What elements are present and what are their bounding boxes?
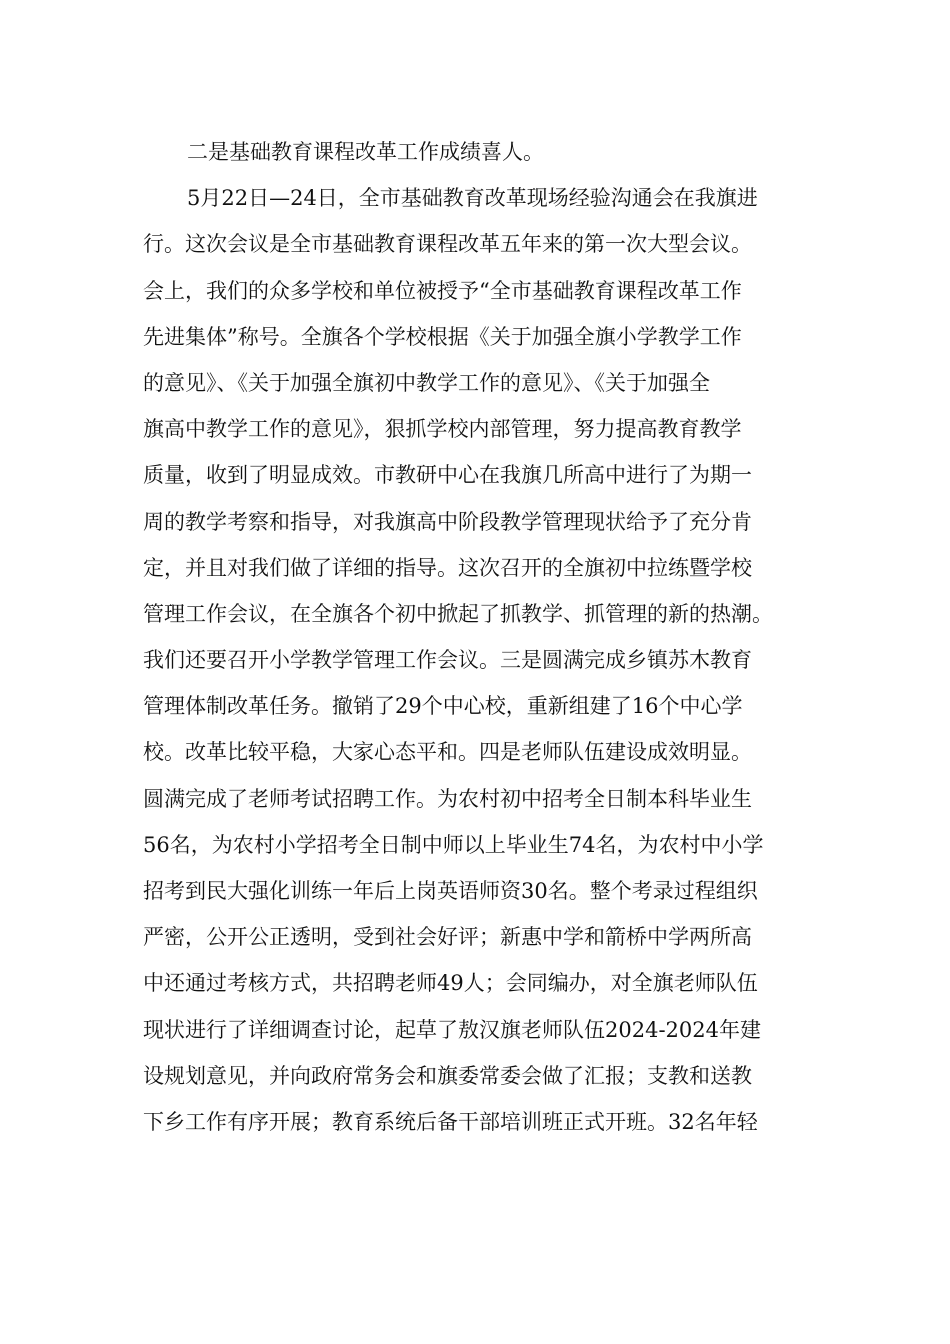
text-line: 56名，为农村小学招考全日制中师以上毕业生74名，为农村中小学 xyxy=(143,832,764,857)
body-text xyxy=(143,129,823,1145)
text-line: 现状进行了详细调查讨论，起草了敖汉旗老师队伍2024-2024年建 xyxy=(143,1017,761,1042)
text-line: 质量，收到了明显成效。市教研中心在我旗几所高中进行了为期一 xyxy=(143,463,752,488)
text-line: 我们还要召开小学教学管理工作会议。三是圆满完成乡镇苏木教育 xyxy=(143,648,752,673)
text-line: 会上，我们的众多学校和单位被授予“全市基础教育课程改革工作 xyxy=(143,278,742,303)
text-line: 校。改革比较平稳，大家心态平和。四是老师队伍建设成效明显。 xyxy=(143,740,752,765)
text-line: 周的教学考察和指导，对我旗高中阶段教学管理现状给予了充分肯 xyxy=(143,509,752,534)
text-line: 旗高中教学工作的意见》，狠抓学校内部管理，努力提高教育教学 xyxy=(143,417,742,442)
text-line: 中还通过考核方式，共招聘老师49人；会同编办，对全旗老师队伍 xyxy=(143,971,758,996)
text-line: 行。这次会议是全市基础教育课程改革五年来的第一次大型会议。 xyxy=(143,232,752,257)
text-line: 的意见》、《关于加强全旗初中教学工作的意见》、《关于加强全 xyxy=(143,370,710,395)
text-line: 定，并且对我们做了详细的指导。这次召开的全旗初中拉练暨学校 xyxy=(143,555,752,580)
text-line: 下乡工作有序开展；教育系统后备干部培训班正式开班。32名年轻 xyxy=(143,1109,758,1134)
text-line: 管理工作会议，在全旗各个初中掀起了抓教学、抓管理的新的热潮。 xyxy=(143,601,773,626)
text-line: 严密，公开公正透明，受到社会好评；新惠中学和箭桥中学两所高 xyxy=(143,925,752,950)
text-line: 先进集体”称号。全旗各个学校根据《关于加强全旗小学教学工作 xyxy=(143,324,742,349)
text-line: 招考到民大强化训练一年后上岗英语师资30名。整个考录过程组织 xyxy=(143,879,758,903)
text-line: 二是基础教育课程改革工作成绩喜人。 xyxy=(187,140,544,164)
text-line: 5月22日—24日，全市基础教育改革现场经验沟通会在我旗进 xyxy=(187,186,758,211)
text-line: 圆满完成了老师考试招聘工作。为农村初中招考全日制本科毕业生 xyxy=(143,786,752,811)
text-line: 设规划意见，并向政府常务会和旗委常委会做了汇报；支教和送教 xyxy=(143,1063,752,1088)
text-line: 管理体制改革任务。撤销了29个中心校，重新组建了16个中心学 xyxy=(143,694,743,719)
